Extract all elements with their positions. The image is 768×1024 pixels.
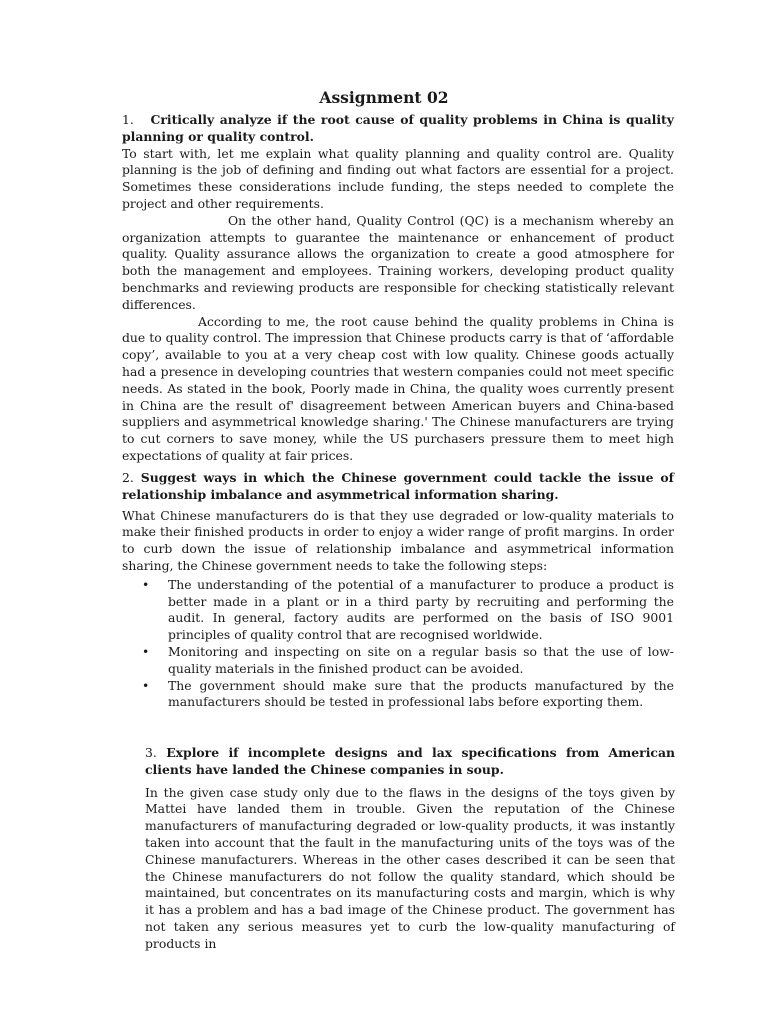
bullet-icon: • [142, 576, 150, 592]
document-title: Assignment 02 [319, 88, 449, 107]
section-2-paragraph-1: What Chinese manufacturers do is that they use degraded or low-quality materials to make their finished products in order to enjoy a wider range of profit margins. In order to curb down the issue of relationship imbalance and asymmetrical information sharing, the Chinese government needs to take the following steps: [122, 507, 674, 573]
section-1-paragraph-1: To start with, let me explain what quality planning and quality control are. Quality planning is the job of defining and finding out what factors are essential for a project. Sometimes these considerations include funding, the steps needed to complete the project and other requirements. [122, 145, 674, 211]
section-3 [145, 745, 675, 953]
bullet-item [122, 644, 674, 678]
bullet-icon: • [142, 643, 150, 659]
question-2-text: Suggest ways in which the Chinese government could tackle the issue of relationship imbalance and asymmetrical information sharing. [122, 470, 674, 502]
bullet-icon: • [142, 677, 150, 693]
bullet-item [122, 678, 674, 712]
section-1 [122, 112, 674, 465]
question-3-text: Explore if incomplete designs and lax specifications from American clients have landed the Chinese companies in soup. [145, 745, 675, 777]
question-3 [145, 745, 675, 779]
question-1-text: Critically analyze if the root cause of quality problems in China is quality planning or quality control. [122, 112, 674, 144]
question-2 [122, 470, 674, 504]
question-1 [122, 112, 674, 146]
question-1-number: 1. [122, 112, 134, 127]
bullet-text-2: Monitoring and inspecting on site on a regular basis so that the use of low-quality materials in the finished product can be avoided. [168, 643, 674, 676]
question-2-number: 2. [122, 470, 134, 485]
section-3-paragraph-1: In the given case study only due to the flaws in the designs of the toys given by Mattei have landed them in trouble. Given the reputation of the Chinese manufacturers of manufacturing degraded or low-quality products, it was instantly taken into account that the fault in the manufacturing units of the toys was of the Chinese manufacturers. Whereas in the other cases described it can be seen that the Chinese manufacturers do not follow the quality standard, which should be maintained, but concentrates on its manufacturing costs and margin, which is why it has a problem and has a bad image of the Chinese product. The government has not taken any serious measures yet to curb the low-quality manufacturing of products in [145, 784, 675, 951]
section-1-paragraph-2: On the other hand, Quality Control (QC) is a mechanism whereby an organization attempts to guarantee the maintenance or enhancement of product quality. Quality assurance allows the organization to create a good atmosphere for both the management and employees. Training workers, developing product quality benchmarks and reviewing products are responsible for checking statistically relevant differences. [122, 212, 674, 312]
bullet-text-3: The government should make sure that the products manufactured by the manufacturers should be tested in professional labs before exporting them. [168, 677, 674, 710]
bullet-item [122, 577, 674, 644]
question-3-number: 3. [145, 745, 157, 760]
section-1-paragraph-3: According to me, the root cause behind the quality problems in China is due to quality control. The impression that Chinese products carry is that of ‘affordable copy’, available to you at a very cheap cost with low quality. Chinese goods actually had a presence in developing countries that western companies could not meet specific needs. As stated in the book, Poorly made in China, the quality woes currently present in China are the result of' disagreement between American buyers and China-based suppliers and asymmetrical knowledge sharing.' The Chinese manufacturers are trying to cut corners to save money, while the US purchasers pressure them to meet high expectations of quality at fair prices. [122, 313, 674, 463]
section-2-bullet-list [122, 577, 674, 711]
bullet-text-1: The understanding of the potential of a manufacturer to produce a product is better made in a plant or in a third party by recruiting and performing the audit. In general, factory audits are performed on the basis of ISO 9001 principles of quality control that are recognised worldwide. [168, 576, 674, 643]
section-2 [122, 470, 674, 711]
